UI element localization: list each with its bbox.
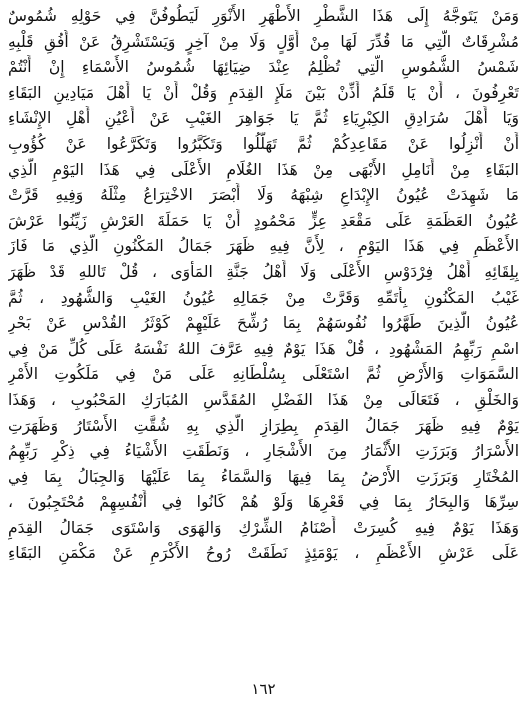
text-line: بِلِقَائِهِ أَهْلُ فِرْدَوْسِ الأَعْلَى وَلَا أَهْلُ جَنَّةِ المَأْوَى ، قُلْ تَاللهِ قَدْ ظَهَرَ [8,262,519,281]
text-line: عُيُونُ العَظَمَةِ عَلَى مَقْعَدِ عِزٍّ مَحْمُودٍ أَنْ يَا حَمَلَةَ العَرْشِ زَيِّنُوا عَرْشَ [8,211,519,230]
text-line: عَلَى عَرْشِ الأَعْظَمِ ، يَوْمَئِذٍ نَطَقَتْ رُوحُ الأَكْرَمِ عَنْ مَكْمَنِ البَقَاءِ [8,544,519,563]
text-line: البَقَاءِ مِنْ أَنَامِلِ الأَبْهَى مِنْ هَذَا الغُلَامِ الأَعْلَى فِي هَذَا اليَوْمِ الَّذِي [8,160,519,179]
text-line: مُشْرِقَاتٌ الَّتِي مَا قُدِّرَ لَهَا مِنْ أَوَّلٍ وَلَا مِنْ آخِرٍ وَيَسْتَشْرِقُ عَنْ أُفُقِ قَلْبِهِ [8,32,519,51]
page-number: ١٦٢ [251,680,276,698]
text-line: سِرِّهَا وَالبِحَارُ بِمَا فِي قَعْرِهَا وَلَوْ هُمْ كَانُوا فِي أَنْفُسِهِمْ مُحْتَجِبُونَ ، [8,493,519,512]
text-line: شَمْسُ الشُّمُوسِ الَّتِي تُظْلِمُ عِنْدَ ضِيَائِهَا شُمُوسُ الأَسْمَاءِ إِنْ أَنْتُمْ [8,58,519,77]
text-line: يَوْمٌ فِيهِ ظَهَرَ جَمَالُ القِدَمِ بِطِرَازِ الَّذِي بِهِ شُقَّتِ الأَسْتَارُ وَظَهَرَتِ [8,416,519,435]
text-line: اسْمِ رَبِّهِمُ المَشْهُودِ ، قُلْ هَذَا يَوْمٌ فِيهِ عَرَّفَ اللهُ نَفْسَهُ عَلَى كُلِّ مَنْ فِي [8,339,519,358]
text-line: تَعْرِفُونَ ، أَنْ يَا قَلَمُ أَذِّنْ بَيْنَ مَلَإِ القِدَمِ وَقُلْ أَنْ يَا أَهْلَ مَيَادِينِ البَقَاءِ [8,83,519,102]
text-line: الأَسْرَارُ وَبَرَزَتِ الأَثْمَارُ مِنَ الأَشْجَارِ ، وَنَطَقَتِ الأَشْيَاءُ فِي ذِكْرِ رَبِّهِمُ [8,442,519,461]
text-line: عُيُونُ الَّذِينَ طَهَّرُوا نُفُوسَهُمْ بِمَا رُشِّحَ عَلَيْهِمْ كَوْثَرُ القُدْسِ عَنْ بَحْرِ [8,314,519,333]
text-line: وَيَا أَهْلَ سُرَادِقِ الكِبْرِيَاءِ ثُمَّ يَا جَوَاهِرَ الغَيْبِ عَنْ أَعْيُنِ أَهْلِ الإِنْشَاءِ [8,109,519,128]
text-line: السَّمَوَاتِ وَالأَرْضِ ثُمَّ اسْتَعْلَى بِسُلْطَانِهِ عَلَى مَنْ فِي مَلَكُوتِ الأَمْرِ [8,365,519,384]
text-line: وَهَذَا يَوْمٌ فِيهِ كُسِرَتْ أَصْنَامُ الشِّرْكِ وَالهَوَى وَاسْتَوَى جَمَالُ القِدَمِ [8,518,519,537]
text-line: وَالخَلْقِ ، فَتَعَالَى مِنْ هَذَا الفَضْلِ المُقَدَّسِ المُبَارَكِ المَحْبُوبِ ، وَهَذَا [8,390,519,409]
text-line: أَنْ أَنْزِلُوا عَنْ مَقَاعِدِكُمْ ثُمَّ تَهَلَّلُوا وَتَكَبَّرُوا وَتَكَرَّعُوا عَنْ كُؤُوبِ [8,134,519,153]
body-text [8,4,519,567]
text-line: وَمَنْ يَتَوجَّهُ إِلَى هَذَا الشَّطْرِ الأَطْهَرِ الأَنْوَرِ لَيَطُوفُنَّ فِي حَوْلِهِ شُمُوسٌ [8,7,519,25]
text-line: مَا شَهِدَتْ عُيُونُ الإِبْدَاعِ شِبْهَهُ وَلَا أَبْصَرَ الاخْتِرَاعُ مِثْلَهُ وَفِيهِ قَرَّتْ [8,186,519,205]
text-line: الأَعْظَمِ فِي هَذَا اليَوْمِ ، لِأَنَّ فِيهِ ظَهَرَ جَمَالُ المَكْنُونِ الَّذِي مَا فَازَ [8,237,519,256]
text-line: غَيْبُ المَكْنُونِ بِأَتَمِّهِ وَقَرَّتْ مِنْ جَمَالِهِ عُيُونُ الغَيْبِ وَالشُّهُودِ ، ثُمَّ [8,288,519,307]
text-line: المُخْتَارِ وَبَرَزَتِ الأَرْضُ بِمَا فِيهَا وَالسَّمَاءُ بِمَا عَلَيْهَا وَالجِبَالُ بِمَا فِي [8,467,519,486]
